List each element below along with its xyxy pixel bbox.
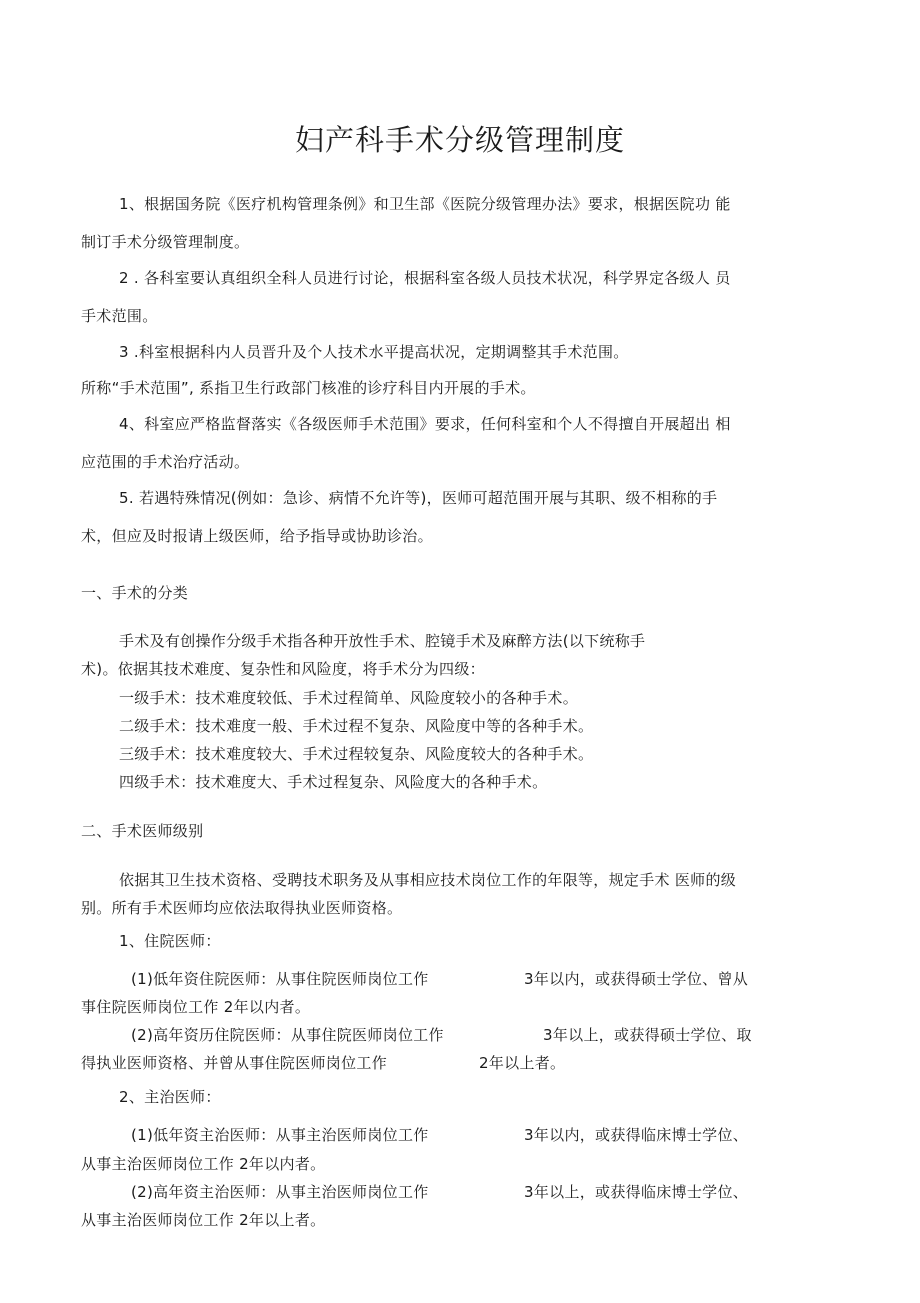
resident-item-1-part-2: 3年以内，或获得硕士学位、曾从	[524, 970, 749, 988]
paragraph-1-line-2: 制订手术分级管理制度。	[81, 233, 250, 251]
paragraph-5-line-2: 术，但应及时报请上级医师，给予指导或协助诊治。	[81, 527, 433, 545]
resident-item-2-part-4: 2年以上者。	[479, 1054, 566, 1072]
surgery-level-4: 四级手术：技术难度大、手术过程复杂、风险度大的各种手术。	[119, 773, 548, 791]
paragraph-3-line-2: 所称“手术范围”, 系指卫生行政部门核准的诊疗科目内开展的手术。	[81, 379, 536, 397]
section-2-heading: 二、手术医师级别	[81, 822, 204, 840]
paragraph-4-line-2: 应范围的手术治疗活动。	[81, 453, 250, 471]
surgery-level-3: 三级手术：技术难度较大、手术过程较复杂、风险度较大的各种手术。	[119, 745, 594, 763]
attending-item-1-part-3: 从事主治医师岗位工作 2年以内者。	[81, 1155, 326, 1173]
section-2-intro-line-1: 依据其卫生技术资格、受聘技术职务及从事相应技术岗位工作的年限等，规定手术 医师的级	[119, 871, 737, 889]
attending-item-2-part-1: (2)高年资主治医师：从事主治医师岗位工作	[131, 1183, 429, 1201]
paragraph-4-line-1: 4、科室应严格监督落实《各级医师手术范围》要求，任何科室和个人不得擅自开展超出 相	[119, 415, 731, 433]
resident-item-2-part-3: 得执业医师资格、并曾从事住院医师岗位工作	[81, 1054, 388, 1072]
surgery-level-1: 一级手术：技术难度较低、手术过程简单、风险度较小的各种手术。	[119, 689, 579, 707]
attending-item-1-part-1: (1)低年资主治医师：从事主治医师岗位工作	[131, 1126, 429, 1144]
attending-item-2-part-2: 3年以上，或获得临床博士学位、	[524, 1183, 749, 1201]
section-1-heading: 一、手术的分类	[81, 584, 189, 602]
paragraph-3-line-1: 3 .科室根据科内人员晋升及个人技术水平提高状况，定期调整其手术范围。	[119, 343, 629, 361]
resident-heading: 1、住院医师：	[119, 932, 221, 950]
section-1-intro-line-1: 手术及有创操作分级手术指各种开放性手术、腔镜手术及麻醉方法(以下统称手	[119, 632, 646, 650]
paragraph-2-line-2: 手术范围。	[81, 307, 158, 325]
resident-item-1-part-1: (1)低年资住院医师：从事住院医师岗位工作	[131, 970, 429, 988]
section-1-intro-line-2: 术)。依据其技术难度、复杂性和风险度，将手术分为四级：	[81, 660, 485, 678]
attending-item-1-part-2: 3年以内，或获得临床博士学位、	[524, 1126, 749, 1144]
attending-item-2-part-3: 从事主治医师岗位工作 2年以上者。	[81, 1211, 326, 1229]
resident-item-2-part-2: 3年以上，或获得硕士学位、取	[543, 1026, 752, 1044]
paragraph-2-line-1: 2 . 各科室要认真组织全科人员进行讨论，根据科室各级人员技术状况，科学界定各级人 员	[119, 269, 731, 287]
attending-heading: 2、主治医师：	[119, 1088, 221, 1106]
paragraph-5-line-1: 5. 若遇特殊情况(例如：急诊、病情不允许等)，医师可超范围开展与其职、级不相称的手	[119, 489, 718, 507]
document-title: 妇产科手术分级管理制度	[294, 123, 625, 157]
surgery-level-2: 二级手术：技术难度一般、手术过程不复杂、风险度中等的各种手术。	[119, 717, 594, 735]
resident-item-1-part-3: 事住院医师岗位工作 2年以内者。	[81, 998, 311, 1016]
resident-item-2-part-1: (2)高年资历住院医师：从事住院医师岗位工作	[131, 1026, 444, 1044]
section-2-intro-line-2: 别。所有手术医师均应依法取得执业医师资格。	[81, 899, 403, 917]
paragraph-1-line-1: 1、根据国务院《医疗机构管理条例》和卫生部《医院分级管理办法》要求，根据医院功 能	[119, 195, 731, 213]
